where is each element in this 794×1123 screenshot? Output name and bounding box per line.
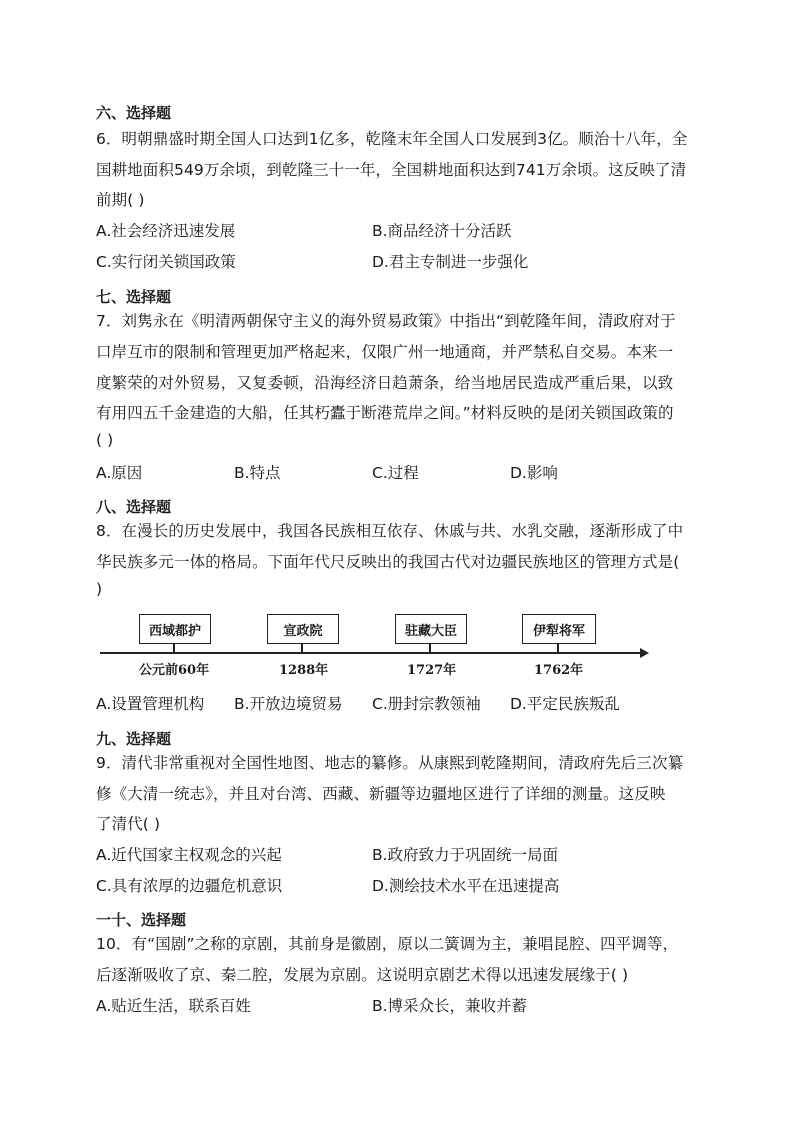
question-7-line-5: ( ) [96, 431, 114, 449]
q8-option-d[interactable]: D.平定民族叛乱 [510, 695, 620, 713]
question-9-line-1: 9．清代非常重视对全国性地图、地志的纂修。从康熙到乾隆期间，清政府先后三次纂 [96, 754, 684, 772]
question-8-line-3: ) [96, 580, 103, 598]
q7-option-d[interactable]: D.影响 [510, 464, 558, 482]
q9-option-c[interactable]: C.具有浓厚的边疆危机意识 [96, 877, 283, 895]
section-title-8: 八、选择题 [96, 498, 172, 516]
q8-option-a[interactable]: A.设置管理机构 [96, 695, 205, 713]
q6-option-d[interactable]: D.君主专制进一步强化 [372, 253, 529, 271]
timeline-box-yili-jiangjun: 伊犁将军 [522, 614, 596, 644]
timeline-year-4: 1762年 [534, 663, 584, 678]
timeline-tick-4 [557, 643, 559, 652]
question-9-line-2: 修《大清一统志》，并且对台湾、西藏、新疆等边疆地区进行了详细的测量。这反映 [96, 785, 666, 803]
timeline-year-3: 1727年 [407, 663, 457, 678]
question-6-line-1: 6．明朝鼎盛时期全国人口达到1亿多，乾隆末年全国人口发展到3亿。顺治十八年，全 [96, 130, 688, 148]
timeline-box-xuanzhengyuan: 宣政院 [267, 614, 339, 644]
timeline-year-1: 公元前60年 [139, 663, 210, 678]
timeline-tick-3 [429, 643, 431, 652]
q9-option-b[interactable]: B.政府致力于巩固统一局面 [372, 846, 559, 864]
q6-option-a[interactable]: A.社会经济迅速发展 [96, 222, 236, 240]
q10-option-b[interactable]: B.博采众长，兼收并蓄 [372, 997, 528, 1015]
q6-option-b[interactable]: B.商品经济十分活跃 [372, 222, 512, 240]
question-9-line-3: 了清代( ) [96, 815, 161, 833]
q10-option-a[interactable]: A.贴近生活，联系百姓 [96, 997, 251, 1015]
question-10-line-1: 10．有“国剧”之称的京剧，其前身是徽剧，原以二簧调为主，兼唱昆腔、四平调等， [96, 935, 679, 953]
question-7-line-4: 有用四五千金建造的大船，任其朽蠹于断港荒岸之间。”材料反映的是闭关锁国政策的 [96, 404, 674, 422]
timeline-tick-2 [301, 643, 303, 652]
section-title-10: 一十、选择题 [96, 911, 187, 929]
q7-option-a[interactable]: A.原因 [96, 464, 143, 482]
section-title-9: 九、选择题 [96, 730, 172, 748]
timeline-arrowhead [640, 648, 649, 658]
q9-option-a[interactable]: A.近代国家主权观念的兴起 [96, 846, 282, 864]
question-7-line-1: 7．刘隽永在《明清两朝保守主义的海外贸易政策》中指出“到乾隆年间，清政府对于 [96, 312, 676, 330]
q7-option-c[interactable]: C.过程 [372, 464, 419, 482]
question-7-line-3: 度繁荣的对外贸易，又复委顿，沿海经济日趋萧条，给当地居民造成严重后果，以致 [96, 374, 674, 392]
timeline-box-zhuzang-dachen: 驻藏大臣 [395, 614, 467, 644]
section-title-6: 六、选择题 [96, 104, 172, 122]
question-10-line-2: 后逐渐吸收了京、秦二腔，发展为京剧。这说明京剧艺术得以迅速发展缘于( ) [96, 966, 629, 984]
q8-option-c[interactable]: C.册封宗教领袖 [372, 695, 481, 713]
q6-option-c[interactable]: C.实行闭关锁国政策 [96, 253, 236, 271]
section-title-7: 七、选择题 [96, 288, 172, 306]
question-8-line-1: 8．在漫长的历史发展中，我国各民族相互依存、休戚与共、水乳交融，逐渐形成了中 [96, 522, 684, 540]
q8-option-b[interactable]: B.开放边境贸易 [234, 695, 343, 713]
timeline-tick-1 [173, 643, 175, 652]
q9-option-d[interactable]: D.测绘技术水平在迅速提高 [372, 877, 560, 895]
q7-option-b[interactable]: B.特点 [234, 464, 281, 482]
question-8-line-2: 华民族多元一体的格局。下面年代尺反映出的我国古代对边疆民族地区的管理方式是( [96, 553, 680, 571]
timeline-year-2: 1288年 [279, 663, 329, 678]
question-7-line-2: 口岸互市的限制和管理更加严格起来，仅限广州一地通商，并严禁私自交易。本来一 [96, 343, 674, 361]
timeline-axis [100, 652, 642, 654]
question-6-line-2: 国耕地面积549万余顷，到乾隆三十一年，全国耕地面积达到741万余顷。这反映了清 [96, 161, 687, 179]
question-6-line-3: 前期( ) [96, 191, 145, 209]
timeline-box-xiyu-duhu: 西域都护 [139, 614, 211, 644]
